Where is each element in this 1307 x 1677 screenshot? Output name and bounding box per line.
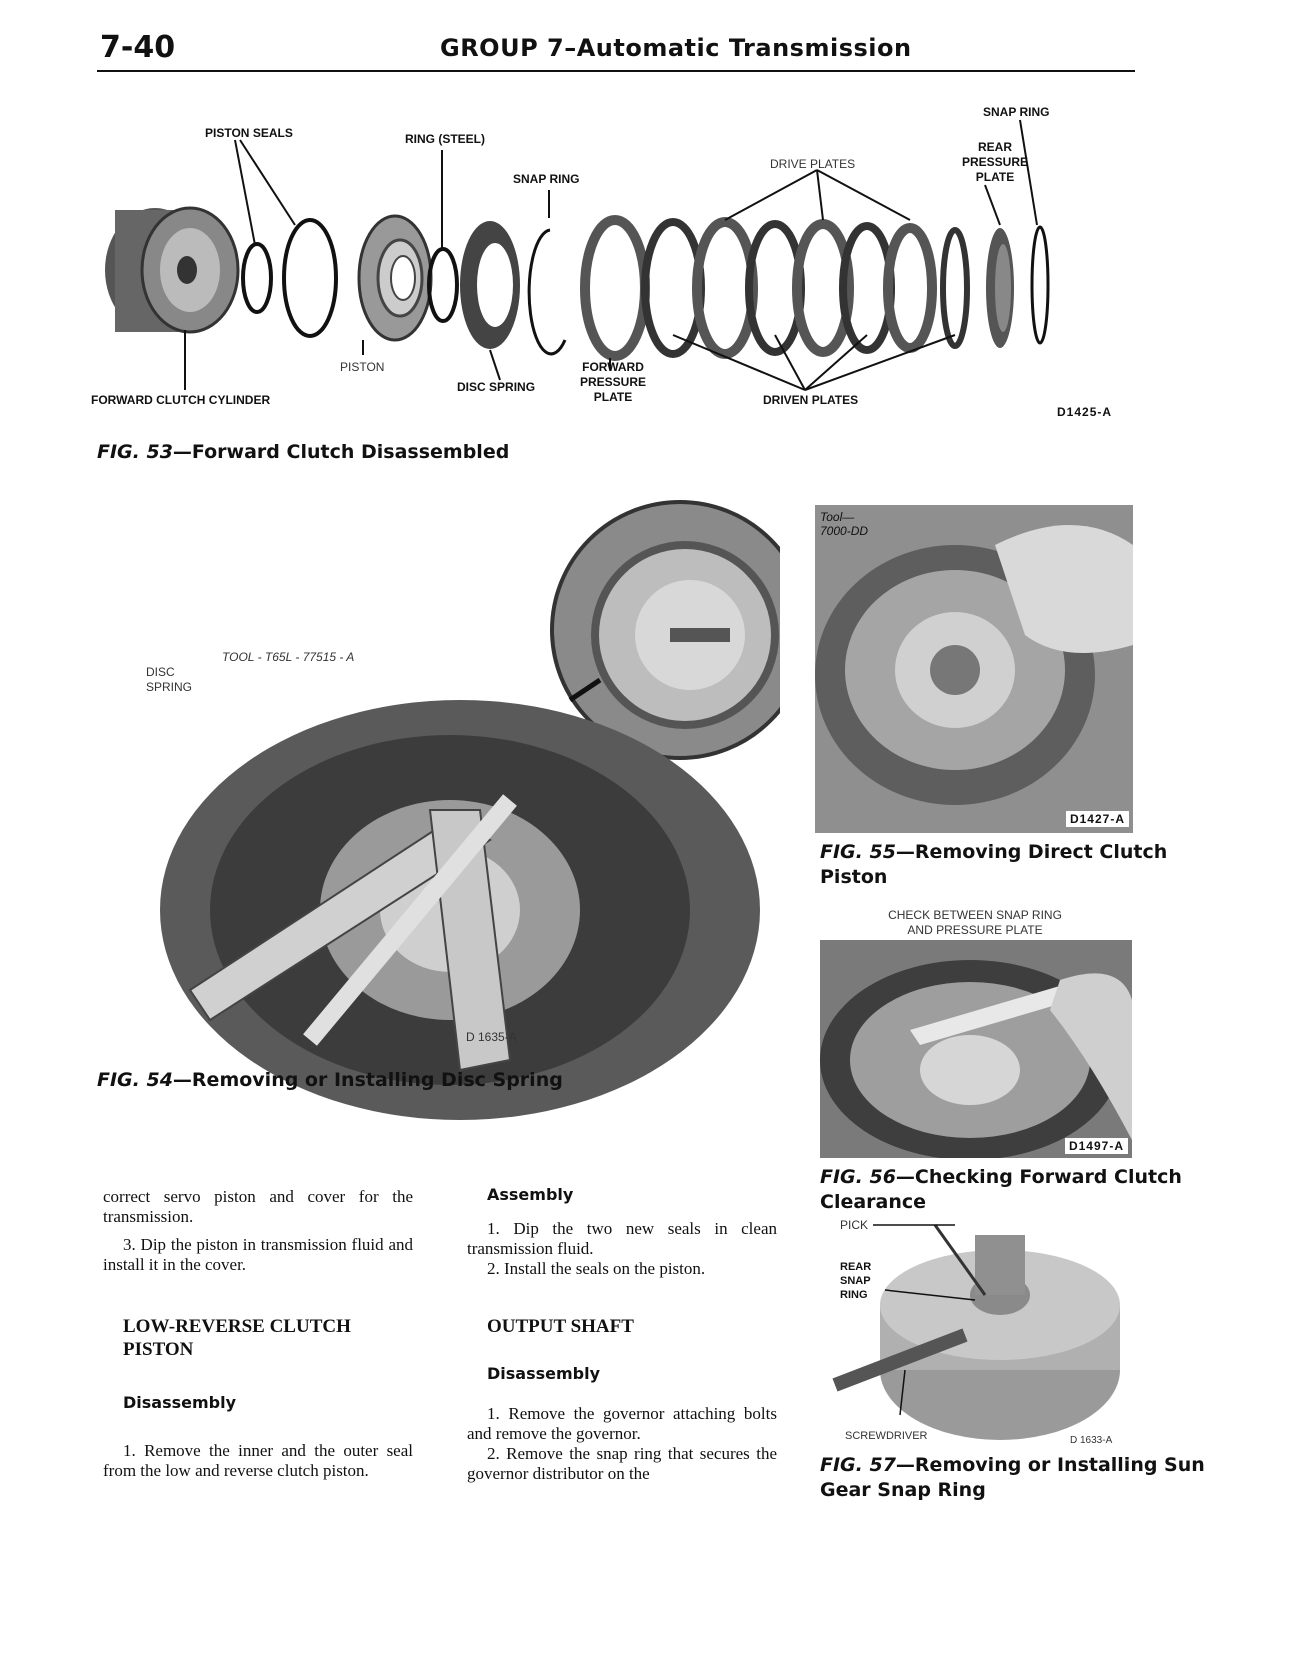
fig56-caption	[820, 1165, 1182, 1215]
fig53-label-rear-3: PLATE	[975, 170, 1015, 184]
fig53-label-fcc-b: CLUTCH	[156, 393, 206, 407]
fig53-label-fcc-a: FORWARD	[91, 393, 153, 407]
fig53-caption	[97, 440, 509, 465]
col2-para-3: 1. Remove the governor attaching bolts and remove the governor.	[467, 1404, 777, 1443]
fig53-label-disc-b: SPRING	[489, 380, 536, 394]
col1-subhead: Disassembly	[123, 1393, 237, 1412]
fig56-check-label-a: CHECK BETWEEN SNAP RING	[888, 908, 1062, 922]
forward-clutch-cylinder-icon	[105, 208, 238, 332]
fig53-label-piston: PISTON	[340, 360, 385, 374]
fig53-label-ring-steel: RING (STEEL)	[405, 132, 485, 146]
fig55-caption-text-b: Piston	[820, 866, 888, 888]
text-column-2	[467, 1185, 777, 1484]
fig53-caption-text: —Forward Clutch Disassembled	[172, 441, 510, 463]
fig55-tool-label-a: Tool—	[820, 510, 855, 524]
fig57-photo	[815, 1215, 1135, 1455]
fig56-code: D1497-A	[1065, 1138, 1128, 1154]
fig56-check-label-b: AND PRESSURE PLATE	[907, 923, 1043, 937]
col2-para-4: 2. Remove the snap ring that secures the governor distributor on the	[467, 1444, 777, 1483]
fig56-caption-text-b: Clearance	[820, 1191, 927, 1213]
col2-subhead-2: Disassembly	[487, 1364, 601, 1383]
page-number: 7-40	[100, 30, 176, 65]
snap-ring-right-icon	[1032, 227, 1048, 343]
fig53-label-disc-a: DISC	[457, 380, 486, 394]
fig53-label-drive-plates: DRIVE PLATES	[770, 157, 856, 171]
fig57-caption	[820, 1453, 1205, 1503]
fig55-caption	[820, 840, 1167, 890]
fig57-caption-text-b: Gear Snap Ring	[820, 1479, 986, 1501]
page-title: GROUP 7–Automatic Transmission	[440, 34, 912, 62]
fig57-rear-c: RING	[840, 1289, 868, 1301]
col1-para-2: 3. Dip the piston in transmission fluid and install it in the cover.	[103, 1235, 413, 1274]
disc-spring-icon	[460, 221, 520, 349]
fig53-label-snap-ring-right: SNAP RING	[983, 105, 1050, 119]
fig57-code: D 1633-A	[1070, 1435, 1113, 1446]
outer-seal-icon	[284, 220, 336, 336]
fig55-caption-text-a: —Removing Direct Clutch	[895, 841, 1168, 863]
col2-para-1: 1. Dip the two new seals in clean transmission fluid.	[467, 1219, 777, 1258]
fig54-caption-num: FIG. 54	[97, 1069, 173, 1091]
fig53-label-fpp-2: PRESSURE	[579, 375, 647, 389]
fig57-caption-num: FIG. 57	[820, 1454, 896, 1476]
col2-para-2: 2. Install the seals on the piston.	[487, 1259, 706, 1278]
fig53-label-rear-1: REAR	[977, 140, 1012, 154]
fig57-rear-b: SNAP	[840, 1275, 871, 1287]
fig53-label-piston-seals-a: PISTON	[205, 126, 250, 140]
fig55-code: D1427-A	[1066, 811, 1129, 827]
inner-seal-icon	[243, 244, 271, 312]
fig54-photo	[130, 480, 780, 1120]
piston-icon	[359, 216, 431, 340]
fig53-label-fcc-c: CYLINDER	[208, 393, 271, 407]
col1-para-1: correct servo piston and cover for the transmission.	[103, 1187, 413, 1226]
fig55-caption-num: FIG. 55	[820, 841, 896, 863]
fig53-label-rear-2: PRESSURE	[961, 155, 1029, 169]
steel-ring-icon	[429, 249, 457, 321]
fig53-label-driven-b: PLATES	[811, 393, 859, 407]
fig53-label-snap-ring: SNAP RING	[513, 172, 580, 186]
text-column-1	[103, 1187, 413, 1481]
fig53-label-piston-seals-b: SEALS	[252, 126, 293, 140]
fig54-tool-label: TOOL - T65L - 77515 - A	[222, 650, 355, 664]
rear-pressure-plate-icon	[986, 228, 1014, 348]
fig56-caption-text-a: —Checking Forward Clutch	[895, 1166, 1182, 1188]
col2-subhead-1: Assembly	[487, 1185, 574, 1204]
header-rule	[97, 70, 1135, 72]
fig54-caption	[97, 1068, 563, 1093]
fig53-label-fpp-3: PLATE	[593, 390, 633, 404]
fig55-tool-label-b: 7000-DD	[820, 524, 869, 538]
fig56-caption-num: FIG. 56	[820, 1166, 896, 1188]
fig54-caption-text: —Removing or Installing Disc Spring	[172, 1069, 563, 1091]
fig57-pick-label: PICK	[840, 1218, 869, 1232]
col2-heading: OUTPUT SHAFT	[487, 1316, 634, 1337]
col1-heading-b: PISTON	[123, 1339, 194, 1360]
fig53-label-fpp-1: FORWARD	[582, 360, 644, 374]
fig53-code: D1425-A	[1057, 405, 1113, 419]
fig57-caption-text-a: —Removing or Installing Sun	[895, 1454, 1205, 1476]
col1-heading-a: LOW-REVERSE CLUTCH	[123, 1316, 351, 1337]
fig54-disc-label-b: SPRING	[146, 680, 193, 694]
fig55-photo	[815, 505, 1133, 833]
fig54-disc-label-a: DISC	[146, 665, 175, 679]
fig57-rear-a: REAR	[840, 1261, 872, 1273]
col1-para-3: 1. Remove the inner and the outer seal from the low and reverse clutch piston.	[103, 1441, 413, 1480]
fig53-diagram	[91, 100, 1135, 440]
fig56-photo	[815, 900, 1135, 1160]
fig57-screwdriver-label: SCREWDRIVER	[845, 1430, 928, 1442]
fig54-code: D 1635-A	[466, 1030, 517, 1044]
snap-ring-icon	[529, 230, 565, 354]
fig53-caption-num: FIG. 53	[97, 441, 173, 463]
fig53-label-driven-a: DRIVEN	[763, 393, 809, 407]
